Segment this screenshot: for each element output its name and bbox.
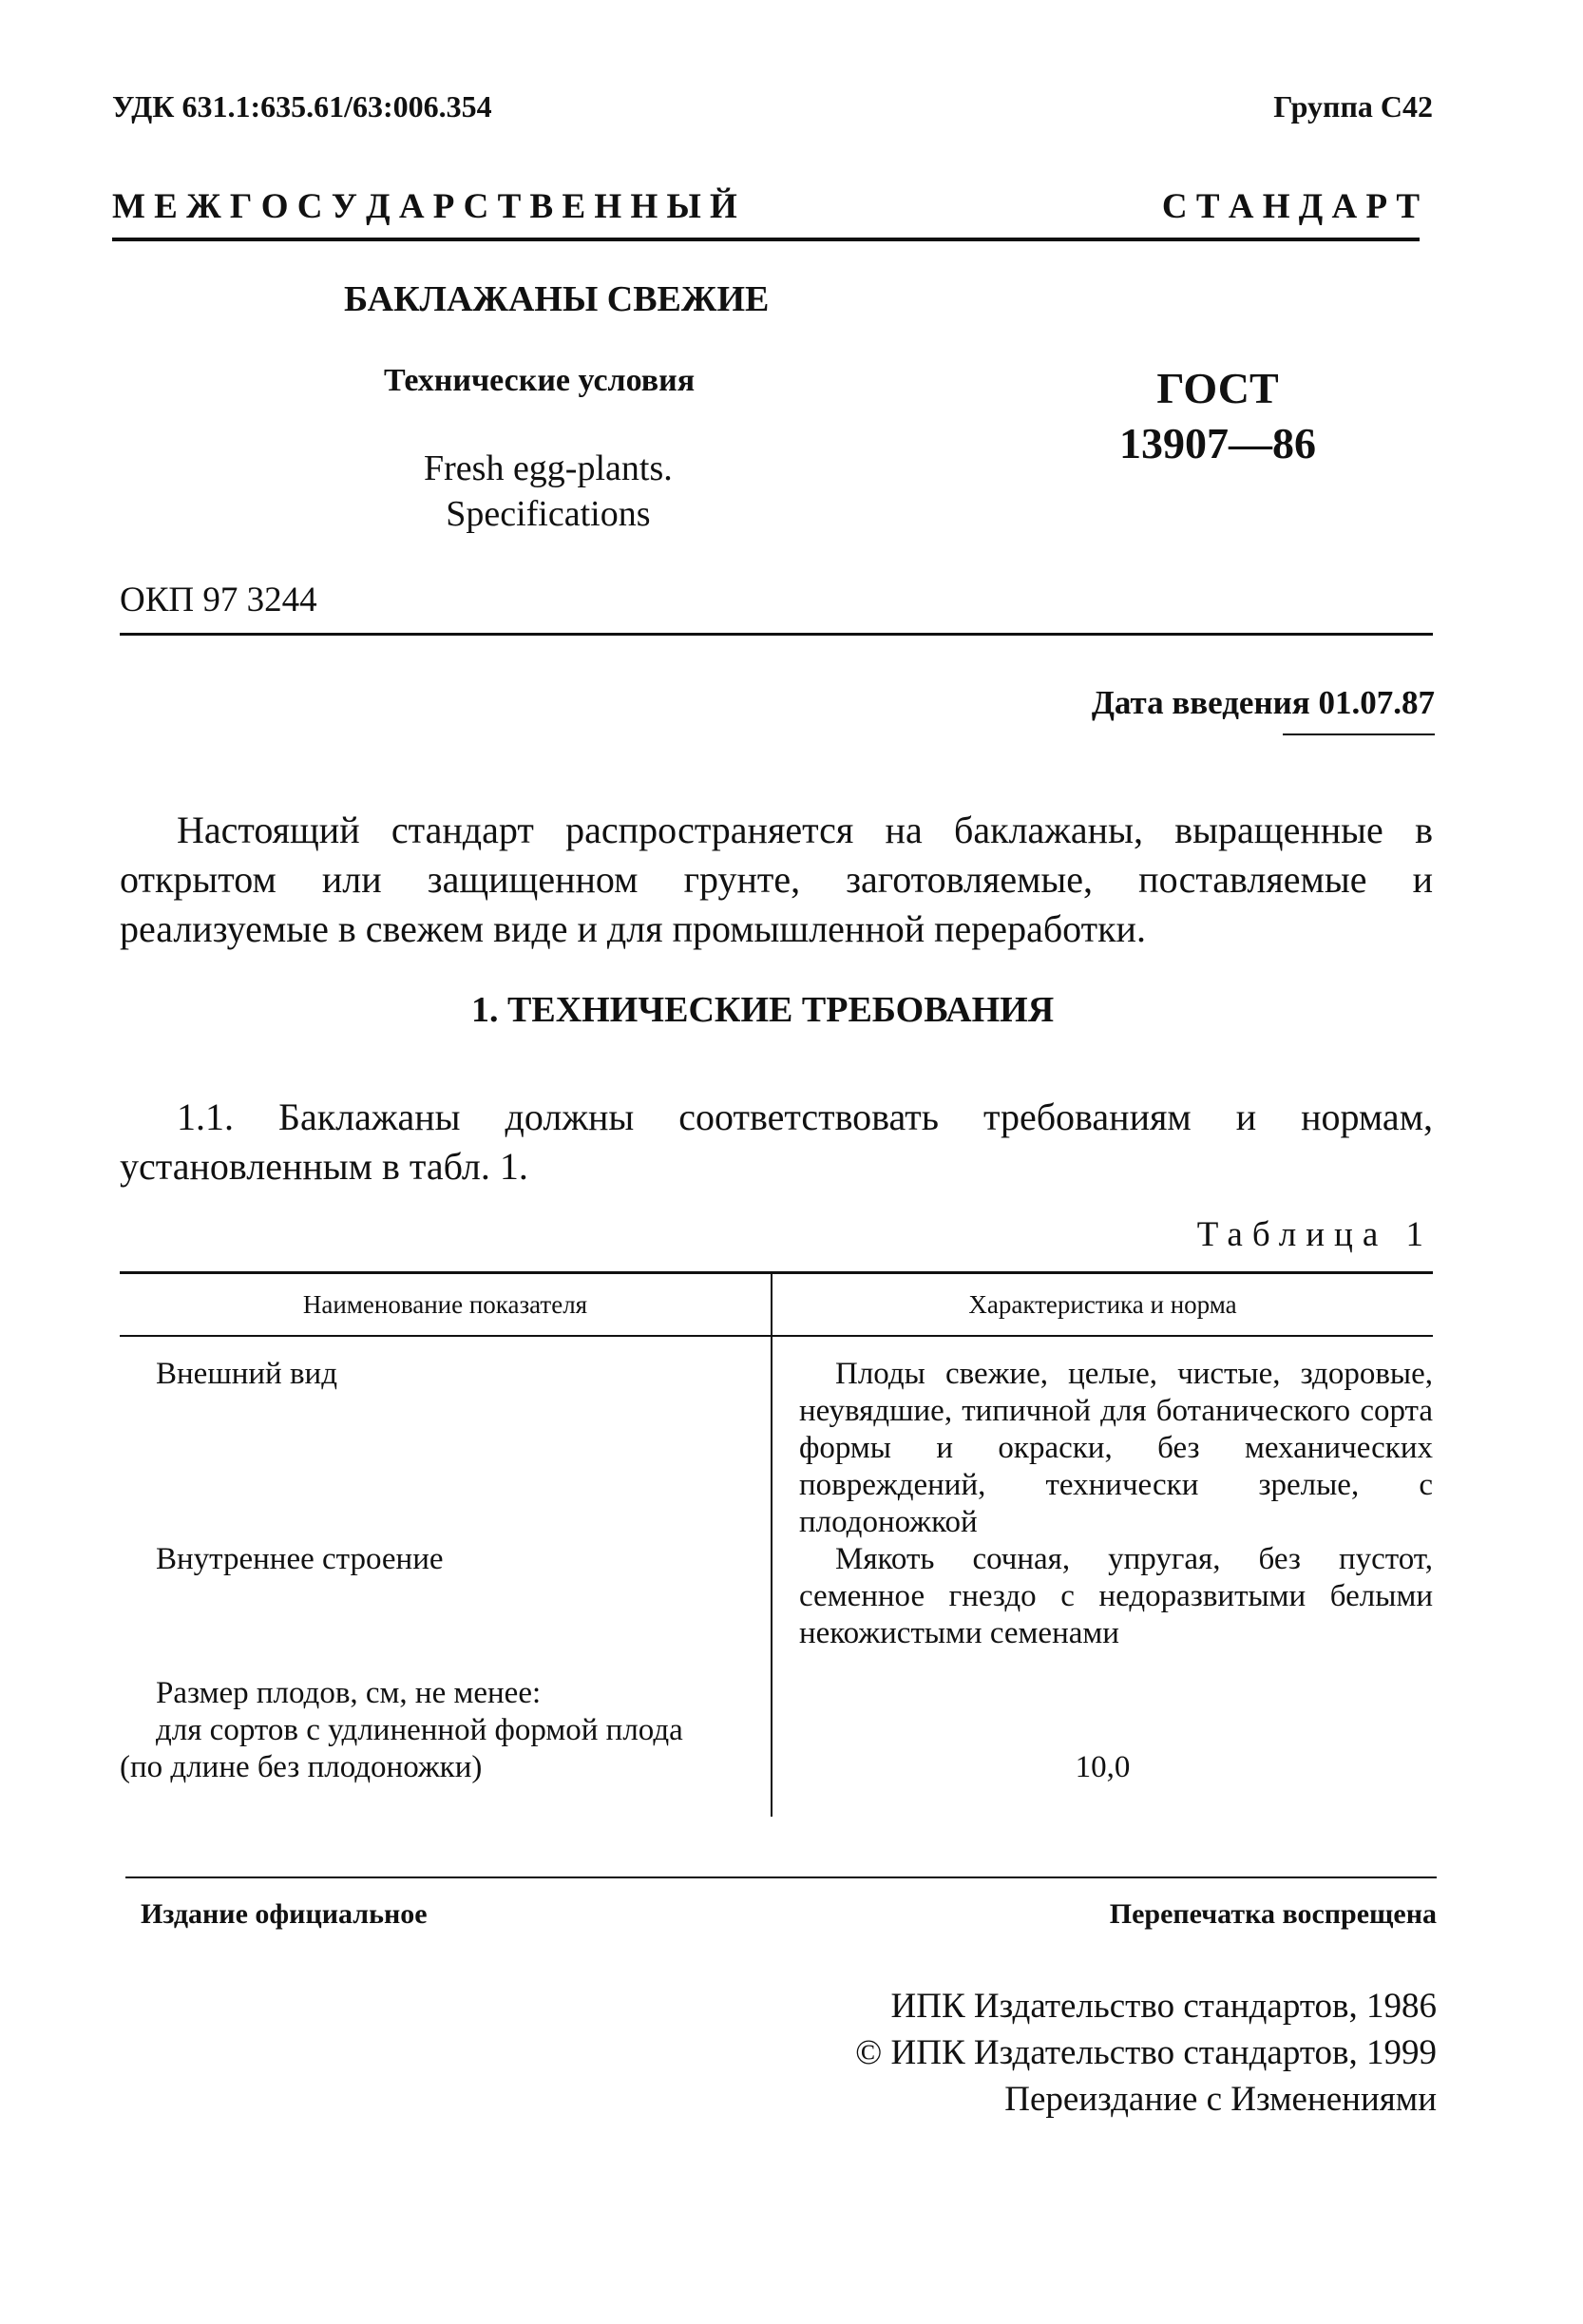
indicator-name: Размер плодов, см, не менее: [120, 1652, 772, 1712]
indicator-value [772, 1652, 1433, 1712]
interstate-word: М Е Ж Г О С У Д А Р С Т В Е Н Н Ы Й [112, 187, 737, 226]
section-heading: 1. ТЕХНИЧЕСКИЕ ТРЕБОВАНИЯ [471, 990, 1055, 1030]
english-title-line1: Fresh egg-plants. [424, 448, 673, 488]
footer-rule [125, 1876, 1437, 1878]
date-label: Дата введения [1091, 684, 1310, 721]
udc-code: УДК 631.1:635.61/63:006.354 [112, 89, 492, 124]
standard-word: С Т А Н Д А Р Т [1161, 187, 1420, 226]
table-row [120, 1712, 1433, 1749]
indicator-value: Плоды свежие, целые, чистые, здоровые, неувядшие, типичной для ботанического сорта формы и окраски, без механических повреждений, технически зрелые, с плодоножкой [799, 1357, 1433, 1539]
indicator-name: Внутреннее строение [120, 1541, 772, 1652]
indicator-name: для сортов с удлиненной формой плода [120, 1712, 772, 1749]
table-row [120, 1652, 1433, 1712]
okp-code: ОКП 97 3244 [120, 581, 317, 619]
english-title-line2: Specifications [446, 494, 651, 534]
column-header: Характеристика и норма [772, 1273, 1433, 1337]
date-value: 01.07.87 [1318, 684, 1435, 721]
date-underline [1283, 733, 1435, 735]
document-title: БАКЛАЖАНЫ СВЕЖИЕ [344, 279, 770, 319]
spec-table [120, 1271, 1433, 1817]
indicator-name: Внешний вид [120, 1336, 772, 1541]
interstate-standard-banner [112, 186, 1420, 227]
document-subtitle: Технические условия [384, 363, 696, 398]
introduction-date [1092, 684, 1435, 722]
indicator-value: 10,0 [1075, 1750, 1131, 1784]
official-edition-label: Издание официальное [141, 1898, 428, 1930]
column-header: Наименование показателя [120, 1273, 772, 1337]
publisher-copyright-1999: © ИПК Издательство стандартов, 1999 [855, 2033, 1437, 2072]
table-header-row [120, 1273, 1433, 1337]
title-block-rule [120, 633, 1433, 636]
reprint-prohibited-label: Перепечатка воспрещена [1109, 1898, 1437, 1930]
header-rule [112, 238, 1420, 241]
indicator-value [772, 1712, 1433, 1749]
table-row [120, 1541, 1433, 1652]
gost-label: ГОСТ [1156, 364, 1279, 412]
scope-paragraph: Настоящий стандарт распространяется на баклажаны, выращенные в открытом или защищенном грунте, заготовляемые, поставляемые и реализуемые в свежем виде и для промышленной переработки. [120, 809, 1433, 950]
clause-1-1: 1.1. Баклажаны должны соответствовать требованиям и нормам, установленным в табл. 1. [120, 1095, 1433, 1188]
reissue-note: Переиздание с Изменениями [1004, 2080, 1437, 2119]
table-caption: Таблица 1 [1196, 1215, 1433, 1254]
table-row [120, 1749, 1433, 1817]
table-row [120, 1336, 1433, 1541]
indicator-name: (по длине без плодоножки) [120, 1749, 772, 1817]
group-code: Группа С42 [1273, 89, 1433, 124]
gost-code: 13907—86 [1119, 419, 1316, 467]
publisher-copyright-1986: ИПК Издательство стандартов, 1986 [890, 1987, 1437, 2026]
english-title [424, 446, 673, 537]
gost-number [1119, 361, 1316, 471]
indicator-value: Мякоть сочная, упругая, без пустот, семенное гнездо с недоразвитыми белыми некожистыми семенами [799, 1542, 1433, 1650]
